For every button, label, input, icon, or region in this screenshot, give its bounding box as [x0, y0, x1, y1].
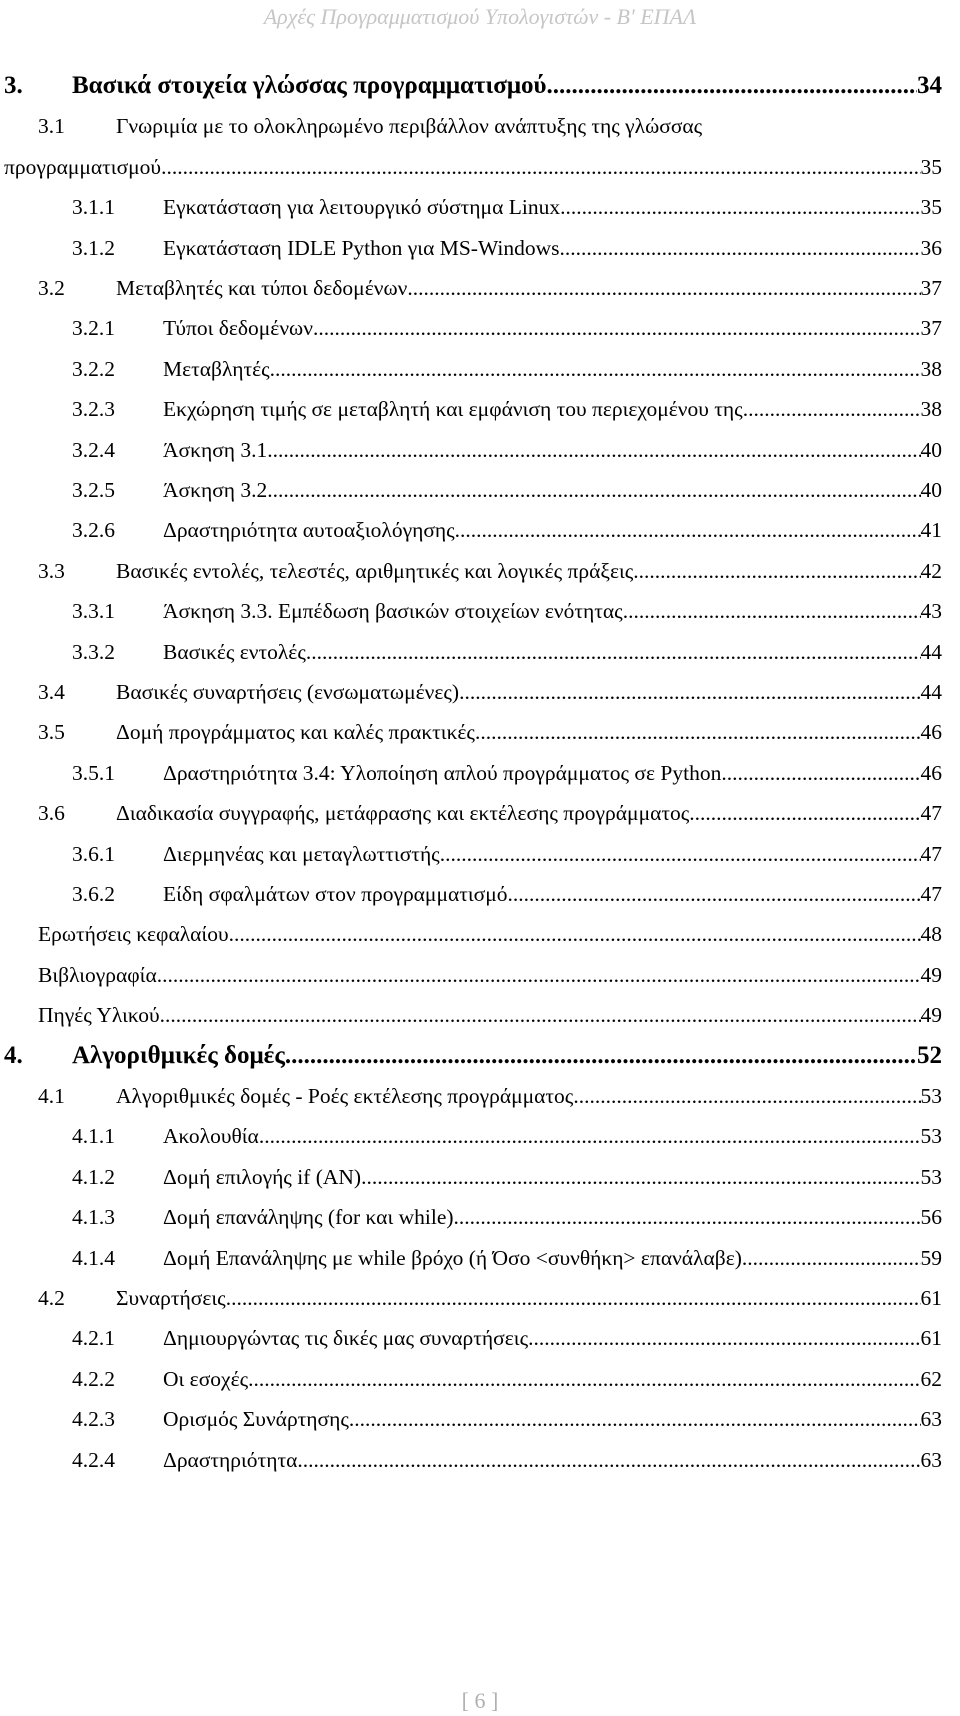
toc-entry[interactable] — [72, 1359, 942, 1399]
toc-entry-number: 3.1.1 — [72, 195, 115, 220]
dot-leader — [407, 268, 920, 308]
toc-entry-title: Ερωτήσεις κεφαλαίου — [38, 922, 229, 947]
toc-entry-page: 63 — [920, 1407, 942, 1432]
toc-entry-number: 3.2.6 — [72, 518, 115, 543]
toc-entry-title: Δομή επανάληψης (for και while) — [163, 1205, 454, 1230]
toc-entry-title: Εγκατάσταση για λειτουργικό σύστημα Linux — [163, 195, 561, 220]
toc-entry[interactable] — [72, 470, 942, 510]
toc-entry-page: 47 — [920, 841, 942, 866]
dot-leader — [248, 1359, 920, 1399]
dot-leader — [721, 753, 920, 793]
toc-entry[interactable] — [72, 1116, 942, 1156]
toc-entry-page: 49 — [920, 1003, 942, 1028]
toc-entry-page: 59 — [920, 1245, 942, 1270]
toc-entry-number: 3.6.1 — [72, 841, 115, 866]
toc-entry-page: 38 — [920, 397, 942, 422]
toc-entry-title: Μεταβλητές — [163, 356, 270, 381]
toc-entry-page: 37 — [920, 276, 942, 300]
toc-entry-page: 41 — [920, 518, 942, 543]
toc-entry[interactable] — [4, 1036, 942, 1076]
toc-entry-page: 37 — [920, 316, 942, 341]
page-number: [ 6 ] — [461, 1688, 499, 1713]
toc-entry-number: 4.2.3 — [72, 1407, 115, 1432]
toc-entry[interactable] — [72, 753, 942, 793]
dot-leader — [285, 1036, 917, 1076]
toc-entry-page: 47 — [920, 882, 942, 906]
toc-entry-page: 44 — [920, 680, 942, 704]
toc-entry-number: 3.3.2 — [72, 639, 115, 664]
dot-leader — [475, 712, 921, 752]
toc-entry-page: 43 — [920, 599, 942, 624]
toc-entry-number: 3.5.1 — [72, 760, 115, 785]
toc-entry-number: 3.1 — [38, 114, 65, 139]
toc-entry[interactable] — [72, 1440, 942, 1480]
toc-entry[interactable] — [38, 712, 942, 752]
toc-entry-title: Άσκηση 3.2 — [163, 478, 268, 502]
dot-leader — [440, 834, 921, 874]
dot-leader — [508, 874, 921, 914]
toc-entry-title: Συναρτήσεις — [116, 1286, 226, 1310]
toc-entry-title: Δομή προγράμματος και καλές πρακτικές — [116, 720, 475, 745]
toc-entry-title: Είδη σφαλμάτων στον προγραμματισμό — [163, 882, 508, 906]
dot-leader — [226, 1278, 921, 1318]
dot-leader — [157, 955, 921, 995]
dot-leader — [313, 308, 921, 348]
dot-leader — [742, 1238, 921, 1278]
toc-entry-number: 3.5 — [38, 720, 65, 745]
toc-entry-page: 40 — [920, 437, 942, 462]
toc-entry-title: Βασικές εντολές, τελεστές, αριθμητικές και λογικές πράξεις — [116, 558, 634, 583]
toc-entry-title: Γνωριμία με το ολοκληρωμένο περιβάλλον ανάπτυξης της γλώσσας — [116, 114, 703, 139]
toc-entry-number: 3.2.2 — [72, 356, 115, 381]
toc-entry-title: Δομή επιλογής if (AN) — [163, 1164, 362, 1189]
toc-entry-title: Βασικές συναρτήσεις (ενσωματωμένες) — [116, 680, 460, 704]
toc-entry[interactable] — [72, 510, 942, 550]
dot-leader — [160, 995, 921, 1035]
toc-entry-number: 4.1.1 — [72, 1124, 115, 1149]
toc-entry-title: Εκχώρηση τιμής σε μεταβλητή και εμφάνιση του περιεχομένου της — [163, 397, 743, 422]
toc-entry-page: 47 — [920, 801, 942, 826]
toc-entry-title: Βιβλιογραφία — [38, 962, 157, 987]
toc-entry-title: Πηγές Υλικού — [38, 1003, 160, 1028]
toc-entry-number: 4.1.3 — [72, 1205, 115, 1230]
toc-entry-title: Άσκηση 3.1 — [163, 437, 268, 462]
toc-entry-page: 35 — [920, 195, 942, 220]
toc-entry[interactable] — [38, 1076, 942, 1116]
toc-entry-title: Αλγοριθμικές δομές - Ροές εκτέλεσης προγράμματος — [116, 1084, 574, 1108]
dot-leader — [633, 551, 920, 591]
toc-entry-page: 46 — [920, 760, 942, 785]
toc-entry[interactable] — [72, 632, 942, 672]
toc-entry-page: 48 — [920, 922, 942, 947]
toc-entry-number: 3.3.1 — [72, 599, 115, 624]
dot-leader — [623, 591, 921, 631]
toc-entry-number: 3.2.3 — [72, 397, 115, 422]
dot-leader — [455, 510, 921, 550]
toc-entry[interactable] — [72, 591, 942, 631]
toc-entry-title: Οι εσοχές — [163, 1366, 249, 1391]
toc-entry-title: Δομή Επανάληψης με while βρόχο (ή Όσο <συνθήκη> επανάλαβε) — [163, 1245, 742, 1270]
toc-entry-number: 3.2.4 — [72, 437, 115, 462]
toc-entry[interactable] — [38, 268, 942, 308]
toc-entry-page: 53 — [920, 1084, 942, 1108]
toc-entry-title: Βασικά στοιχεία γλώσσας προγραμματισμού — [72, 72, 547, 99]
toc-entry[interactable] — [38, 672, 942, 712]
toc-entry[interactable] — [38, 106, 942, 146]
toc-entry-number: 4. — [4, 1041, 23, 1069]
toc-entry-title: Διαδικασία συγγραφής, μετάφρασης και εκτέλεσης προγράμματος — [116, 801, 690, 826]
toc-entry[interactable] — [72, 308, 942, 348]
toc-entry-page: 36 — [920, 235, 942, 260]
dot-leader — [161, 147, 920, 187]
toc-entry-page: 53 — [920, 1124, 942, 1149]
toc-entry-number: 3. — [4, 72, 23, 99]
toc-entry[interactable] — [38, 793, 942, 833]
toc-entry-title: Διερμηνέας και μεταγλωττιστής — [163, 841, 440, 866]
toc-entry-number: 4.1 — [38, 1084, 65, 1108]
toc-entry-title: Ακολουθία — [163, 1124, 259, 1149]
toc-entry[interactable] — [38, 551, 942, 591]
toc-entry-number: 3.6 — [38, 801, 65, 826]
toc-entry[interactable] — [72, 1238, 942, 1278]
dot-leader — [459, 672, 920, 712]
toc-entry-page: 34 — [917, 72, 942, 99]
dot-leader — [267, 470, 920, 510]
dot-leader — [560, 187, 920, 227]
toc-entry[interactable] — [72, 1197, 942, 1237]
toc-entry[interactable] — [4, 66, 942, 106]
dot-leader — [267, 430, 920, 470]
dot-leader — [689, 793, 920, 833]
toc-entry-number: 3.2 — [38, 276, 65, 300]
toc-entry-number: 3.2.5 — [72, 478, 115, 502]
toc-entry[interactable] — [72, 834, 942, 874]
running-header: Αρχές Προγραμματισμού Υπολογιστών - Β' ΕΠΑΛ — [263, 4, 697, 29]
toc-entry[interactable] — [72, 349, 942, 389]
toc-entry-number: 4.1.4 — [72, 1245, 115, 1270]
dot-leader — [560, 228, 921, 268]
toc-entry-page: 61 — [920, 1286, 942, 1310]
toc-entry-page: 61 — [920, 1326, 942, 1351]
toc-entry-title: Άσκηση 3.3. Εμπέδωση βασικών στοιχείων ενότητας — [163, 599, 623, 624]
toc-entry[interactable] — [72, 1157, 942, 1197]
dot-leader — [349, 1399, 921, 1439]
toc-entry-number: 4.2.1 — [72, 1326, 115, 1351]
toc-entry-page: 63 — [920, 1447, 942, 1472]
toc-entry-title: Δραστηριότητα αυτοαξιολόγησης — [163, 518, 455, 543]
dot-leader — [361, 1157, 920, 1197]
dot-leader — [306, 632, 921, 672]
toc-entry-title: Δραστηριότητα — [163, 1447, 298, 1472]
toc-entry-page: 42 — [920, 558, 942, 583]
toc-entry[interactable] — [72, 874, 942, 914]
toc-entry[interactable] — [72, 1318, 942, 1358]
toc-entry-title: Δραστηριότητα 3.4: Υλοποίηση απλού προγράμματος σε Python — [163, 760, 722, 785]
toc-entry-page: 35 — [920, 154, 942, 179]
toc-entry-page: 46 — [920, 720, 942, 745]
dot-leader — [573, 1076, 920, 1116]
toc-entry-number: 3.1.2 — [72, 235, 115, 260]
toc-entry-page: 62 — [920, 1366, 942, 1391]
toc-entry[interactable] — [38, 995, 942, 1035]
toc-entry-number: 3.6.2 — [72, 882, 115, 906]
toc-entry[interactable] — [38, 1278, 942, 1318]
toc-entry-title: Βασικές εντολές — [163, 639, 306, 664]
toc-entry-page: 56 — [920, 1205, 942, 1230]
toc-entry-continuation[interactable] — [4, 147, 942, 187]
toc-entry[interactable] — [38, 955, 942, 995]
dot-leader — [270, 349, 921, 389]
toc-entry[interactable] — [72, 228, 942, 268]
toc-entry-title: Εγκατάσταση IDLE Python για MS-Windows — [163, 235, 560, 260]
dot-leader — [259, 1116, 921, 1156]
toc-entry-page: 38 — [920, 356, 942, 381]
toc-entry-page: 49 — [920, 962, 942, 987]
dot-leader — [547, 66, 917, 106]
toc-entry-title: Ορισμός Συνάρτησης — [163, 1407, 349, 1432]
toc-entry[interactable] — [38, 914, 942, 954]
toc-entry-number: 4.2 — [38, 1286, 65, 1310]
toc-entry-title: Δημιουργώντας τις δικές μας συναρτήσεις — [163, 1326, 529, 1351]
toc-entry-page: 44 — [920, 639, 942, 664]
toc-entry-number: 4.2.2 — [72, 1366, 115, 1391]
toc-entry-number: 3.2.1 — [72, 316, 115, 341]
dot-leader — [229, 914, 921, 954]
toc-entry-page: 40 — [920, 478, 942, 502]
dot-leader — [454, 1197, 921, 1237]
dot-leader — [297, 1440, 920, 1480]
toc-entry-page: 52 — [917, 1041, 942, 1069]
toc-entry-title-continuation: προγραμματισμού — [4, 154, 162, 179]
toc-entry-number: 3.3 — [38, 558, 65, 583]
toc-entry-title: Τύποι δεδομένων — [163, 316, 313, 341]
toc-entry-number: 3.4 — [38, 680, 65, 704]
toc-entry-number: 4.2.4 — [72, 1447, 115, 1472]
toc-entry[interactable] — [72, 1399, 942, 1439]
dot-leader — [743, 389, 921, 429]
toc-entry-number: 4.1.2 — [72, 1164, 115, 1189]
toc-entry[interactable] — [72, 430, 942, 470]
toc-entry[interactable] — [72, 389, 942, 429]
toc-entry-title: Αλγοριθμικές δομές — [72, 1041, 285, 1069]
toc-entry-page: 53 — [920, 1164, 942, 1189]
dot-leader — [528, 1318, 920, 1358]
toc-entry-title: Μεταβλητές και τύποι δεδομένων — [116, 276, 408, 300]
toc-entry[interactable] — [72, 187, 942, 227]
